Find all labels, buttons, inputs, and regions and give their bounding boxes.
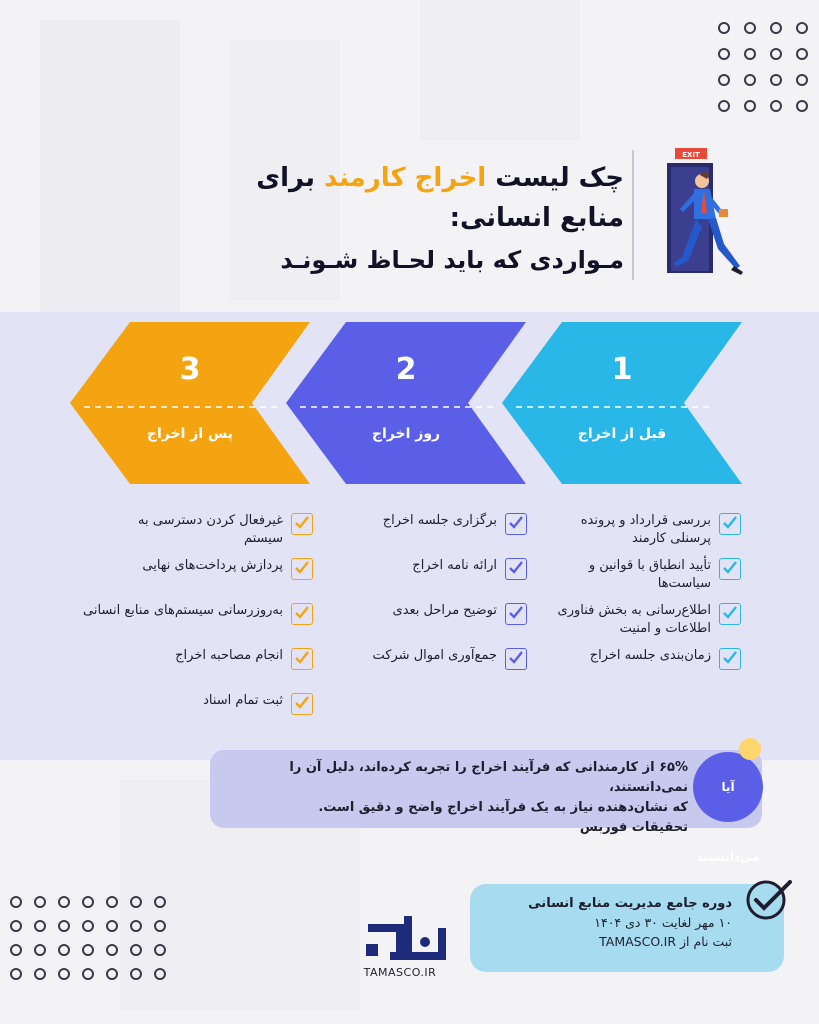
checklist-item (347, 512, 527, 557)
checklist-item-text: غیرفعال کردن دسترسی به سیستم (138, 513, 283, 546)
checklist-item (551, 602, 741, 647)
stage-number: 2 (395, 352, 417, 387)
checklist-item (53, 512, 313, 557)
stage-number: 1 (611, 352, 633, 387)
dot-grid-bottom-left (10, 896, 168, 980)
checklist-item-text: اطلاع‌رسانی به بخش فناوری اطلاعات و امنیت (557, 603, 711, 636)
fact-box (210, 750, 762, 835)
stage-day (286, 322, 526, 484)
checklist-item-text: بررسی قرارداد و پرونده پرسنلی کارمند (580, 513, 711, 546)
exit-door-illustration (664, 145, 746, 294)
fact-line: که نشان‌دهنده نیاز به یک فرآیند اخراج واضح و دقیق است. (318, 800, 688, 815)
checklist-item (551, 647, 741, 692)
course-register-link[interactable]: ثبت نام از TAMASCO.IR (599, 934, 732, 949)
chevron-shape (502, 322, 742, 484)
checklist-item-text: زمان‌بندی جلسه اخراج (589, 648, 711, 663)
checklist-item-text: انجام مصاحبه اخراج (175, 648, 283, 663)
exit-sign: EXIT (682, 151, 700, 159)
fact-line: ۶۵% از کارمندانی که فرآیند اخراج را تجربه کرده‌اند، دلیل آن را نمی‌دانستند، (289, 760, 688, 795)
checkbox-checked-icon (719, 603, 741, 625)
stage-label: قبل از اخراج (577, 426, 667, 442)
checkbox-checked-icon (505, 558, 527, 580)
checklist-before (551, 512, 741, 692)
checklist-item (551, 557, 741, 602)
course-text (482, 894, 732, 951)
checkbox-checked-icon (505, 603, 527, 625)
checklist-item (551, 512, 741, 557)
checklist-item-text: ثبت تمام اسناد (203, 693, 283, 708)
checklist-item-text: پردازش پرداخت‌های نهایی (142, 558, 283, 573)
page-title (184, 158, 624, 238)
checkbox-checked-icon (291, 693, 313, 715)
checkbox-checked-icon (291, 648, 313, 670)
checklist-day (347, 512, 527, 692)
title-part1: چک لیست (495, 163, 624, 193)
stage-before (502, 322, 742, 484)
course-title: دوره جامع مدیریت منابع انسانی (528, 896, 732, 911)
checklist-item (347, 557, 527, 602)
background-shape (40, 20, 180, 320)
checklist-item-text: تأیید انطباق با قوانین و سیاست‌ها (588, 558, 711, 591)
checklist-after (53, 512, 313, 737)
checkbox-checked-icon (291, 603, 313, 625)
checklist-item-text: توضیح مراحل بعدی (392, 603, 497, 618)
checklist-item (347, 647, 527, 692)
checklist-item (53, 557, 313, 602)
chevron-shape (286, 322, 526, 484)
checkbox-checked-icon (505, 648, 527, 670)
header (184, 158, 624, 282)
title-highlight: اخراج کارمند (324, 163, 487, 193)
checklist-item-text: به‌روزرسانی سیستم‌های منابع انسانی (82, 603, 283, 618)
checklist-item (347, 602, 527, 647)
course-box (470, 884, 784, 972)
did-you-know-badge: آیا می‌دانستید (693, 752, 763, 822)
brand-logo (364, 910, 448, 966)
checklist-item (53, 692, 313, 737)
checkbox-checked-icon (291, 513, 313, 535)
checkbox-checked-icon (505, 513, 527, 535)
dot-grid-top-right (718, 22, 810, 112)
title-part2: برای منابع انسانی: (256, 163, 624, 233)
stage-label: روز اخراج (371, 426, 441, 442)
lightbulb-icon (739, 738, 761, 760)
fact-text (248, 758, 688, 838)
brand-site: TAMASCO.IR (363, 966, 437, 979)
checklist-item-text: جمع‌آوری اموال شرکت (372, 648, 497, 663)
chevron-shape (70, 322, 310, 484)
checklist-item-text: برگزاری جلسه اخراج (382, 513, 497, 528)
checkbox-checked-icon (719, 648, 741, 670)
check-circle-icon (742, 876, 796, 926)
background-shape (420, 0, 580, 140)
stage-after (70, 322, 310, 484)
page-subtitle: مـواردی که باید لحـاظ شـونـد (280, 246, 624, 274)
stage-number: 3 (179, 352, 201, 387)
stage-label: پس از اخراج (146, 426, 234, 442)
course-dates: ۱۰ مهر لغایت ۳۰ دی ۱۴۰۴ (594, 915, 732, 930)
checkbox-checked-icon (291, 558, 313, 580)
checkbox-checked-icon (719, 513, 741, 535)
checkbox-checked-icon (719, 558, 741, 580)
fact-source: تحقیقات فوربس (579, 820, 688, 835)
checklist-item-text: ارائه نامه اخراج (412, 558, 497, 573)
checklist-item (53, 647, 313, 692)
checklist-item (53, 602, 313, 647)
title-divider (632, 150, 634, 280)
